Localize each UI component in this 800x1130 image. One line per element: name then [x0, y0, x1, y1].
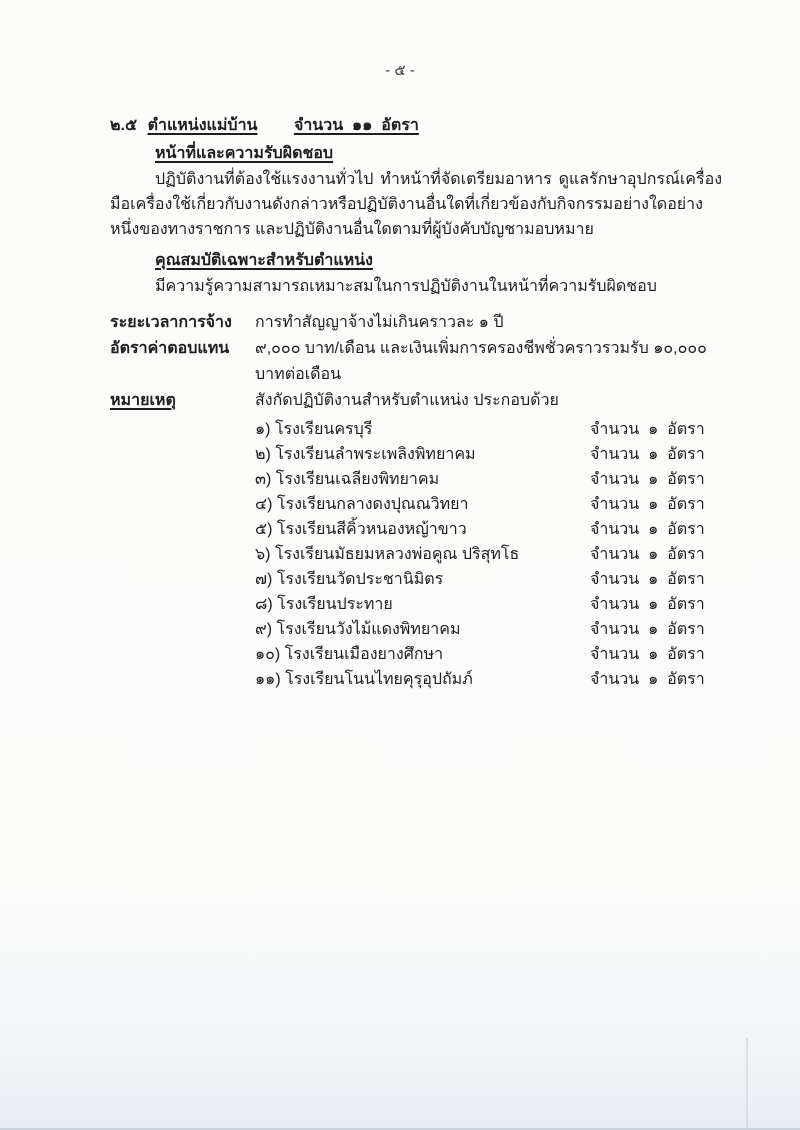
- school-name: โรงเรียนประทาย: [277, 596, 393, 613]
- detail-value: สังกัดปฏิบัติงานสำหรับตำแหน่ง ประกอบด้วย: [255, 392, 559, 409]
- school-name: โรงเรียนโนนไทยคุรุอุปถัมภ์: [285, 671, 473, 688]
- detail-row-compensation: [110, 336, 722, 388]
- section-header: [110, 113, 722, 139]
- school-count: จำนวน ๑ อัตรา: [590, 421, 705, 438]
- school-name: โรงเรียนกลางดงปุณณวิทยา: [276, 496, 469, 513]
- school-name: โรงเรียนสีคิ้วหนองหญ้าขาว: [276, 521, 467, 538]
- school-count: จำนวน ๑ อัตรา: [590, 571, 705, 588]
- school-name: โรงเรียนเฉลียงพิทยาคม: [275, 471, 440, 488]
- detail-label: อัตราค่าตอบแทน: [110, 340, 230, 357]
- school-count: จำนวน ๑ อัตรา: [590, 546, 705, 563]
- employment-details: [110, 310, 722, 414]
- school-list-item: [255, 542, 722, 567]
- page-number: - ๕ -: [385, 62, 415, 79]
- school-count: จำนวน ๑ อัตรา: [590, 521, 705, 538]
- school-list: [110, 417, 722, 692]
- school-name: โรงเรียนวัดประชานิมิตร: [276, 571, 444, 588]
- school-list-item: [255, 417, 722, 442]
- school-list-item: [255, 567, 722, 592]
- school-no: ๘): [255, 596, 273, 613]
- duties-heading: หน้าที่และความรับผิดชอบ: [155, 145, 334, 162]
- school-no: ๑๐): [255, 646, 281, 663]
- detail-value: ๙,๐๐๐ บาท/เดือน และเงินเพิ่มการครองชีพชั่วคราวรวมรับ ๑๐,๐๐๐ บาทต่อเดือน: [255, 340, 707, 383]
- school-count: จำนวน ๑ อัตรา: [590, 446, 705, 463]
- scan-artifact-line: [746, 1038, 748, 1130]
- school-no: ๙): [255, 621, 273, 638]
- school-count: จำนวน ๑ อัตรา: [590, 596, 705, 613]
- school-no: ๑): [255, 421, 271, 438]
- section-count: จำนวน ๑๑ อัตรา: [293, 117, 419, 134]
- school-count: จำนวน ๑ อัตรา: [590, 646, 705, 663]
- school-count: จำนวน ๑ อัตรา: [590, 471, 705, 488]
- school-list-item: [255, 517, 722, 542]
- detail-row-contract-period: [110, 310, 722, 336]
- school-count: จำนวน ๑ อัตรา: [590, 671, 705, 688]
- school-name: โรงเรียนครบุรี: [274, 421, 373, 438]
- school-no: ๑๑): [255, 671, 281, 688]
- school-name: โรงเรียนมัธยมหลวงพ่อคูณ ปริสุทโธ: [274, 546, 520, 563]
- school-name: โรงเรียนลำพระเพลิงพิทยาคม: [275, 446, 476, 463]
- section-title: ตำแหน่งแม่บ้าน: [147, 117, 258, 134]
- section-number: ๒.๕: [110, 117, 138, 134]
- qualifications-body: มีความรู้ความสามารถเหมาะสมในการปฏิบัติงานในหน้าที่ความรับผิดชอบ: [155, 278, 657, 295]
- school-no: ๓): [255, 471, 272, 488]
- detail-label: ระยะเวลาการจ้าง: [110, 314, 232, 331]
- school-list-item: [255, 667, 722, 692]
- school-list-item: [255, 592, 722, 617]
- school-list-item: [255, 492, 722, 517]
- school-list-item: [255, 617, 722, 642]
- school-name: โรงเรียนเมืองยางศึกษา: [284, 646, 444, 663]
- school-no: ๕): [255, 521, 273, 538]
- detail-value: การทำสัญญาจ้างไม่เกินคราวละ ๑ ปี: [255, 314, 504, 331]
- school-no: ๔): [255, 496, 273, 513]
- school-list-item: [255, 442, 722, 467]
- school-no: ๗): [255, 571, 273, 588]
- school-count: จำนวน ๑ อัตรา: [590, 621, 705, 638]
- detail-row-remark: [110, 388, 722, 414]
- school-no: ๖): [255, 546, 271, 563]
- school-list-item: [255, 642, 722, 667]
- school-count: จำนวน ๑ อัตรา: [590, 496, 705, 513]
- duties-body: ปฏิบัติงานที่ต้องใช้แรงงานทั่วไป ทำหน้าที่จัดเตรียมอาหาร ดูแลรักษาอุปกรณ์เครื่องมือเครื่องใช้เกี่ยวกับงานดังกล่าวหรือปฏิบัติงานอื่นใดที่เกี่ยวข้องกับกิจกรรมอย่างใดอย่างหนึ่งของทางราชการ และปฏิบัติงานอื่นใดตามที่ผู้บังคับบัญชามอบหมาย: [110, 171, 722, 238]
- school-list-item: [255, 467, 722, 492]
- qualifications-heading: คุณสมบัติเฉพาะสำหรับตำแหน่ง: [155, 252, 373, 269]
- school-no: ๒): [255, 446, 271, 463]
- school-name: โรงเรียนวังไม้แดงพิทยาคม: [276, 621, 461, 638]
- detail-label: หมายเหตุ: [110, 392, 176, 409]
